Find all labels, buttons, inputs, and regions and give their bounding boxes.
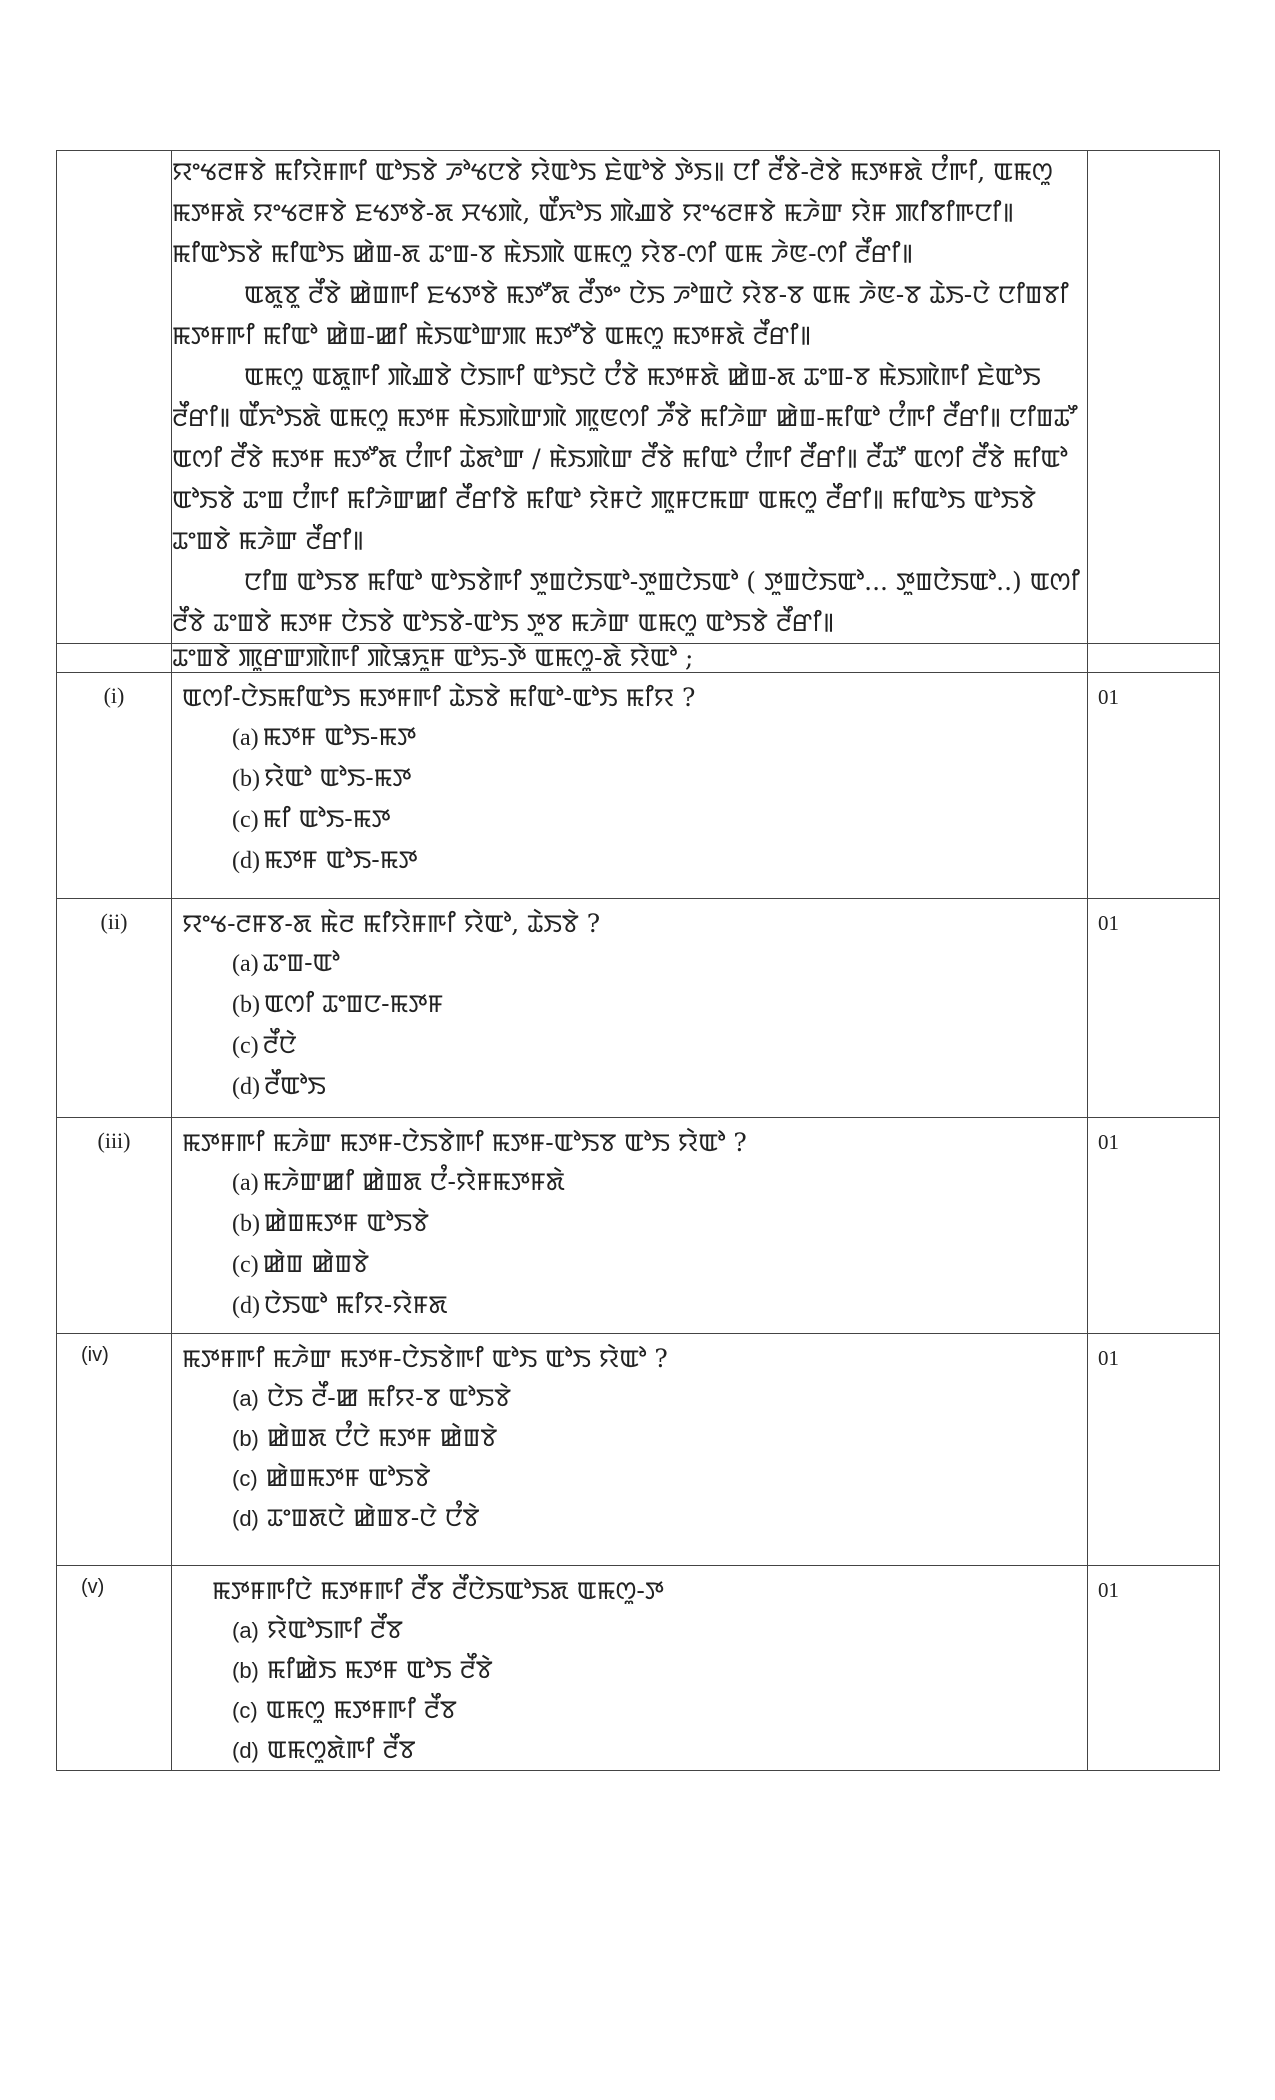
option-label: (a) [232,725,259,751]
option-list [182,943,1077,1107]
option-text: ꯃꯤꯀꯥꯏ ꯃꯇꯝ ꯑꯣꯏ ꯂꯩꯕꯥ [266,1655,493,1684]
option-item [232,1458,1077,1498]
question-row [57,899,1220,1118]
option-item [232,1203,1077,1244]
option-text: ꯑꯃꯁꯨ ꯃꯇꯝꯒꯤ ꯂꯩꯕ [265,1695,457,1724]
option-text: ꯊꯦꯡ-ꯑꯣ [262,948,340,977]
option-item [232,1066,1077,1107]
question-body [172,1118,1088,1334]
option-text: ꯀꯥꯡꯃꯇꯝ ꯑꯣꯏꯕꯥ [263,1208,429,1237]
marks-value: 01 [1088,1566,1220,1771]
option-item [232,1162,1077,1203]
option-label: (d) [232,1074,260,1100]
question-row [57,1334,1220,1566]
option-item [232,1285,1077,1326]
option-item [232,1244,1077,1285]
option-item [232,717,1077,758]
option-text: ꯅꯥꯏ ꯂꯩ-ꯀ ꯃꯤꯌ-ꯕ ꯑꯣꯏꯕꯥ [266,1383,511,1412]
question-body [172,1334,1088,1566]
option-item [232,1025,1077,1066]
option-item [232,1498,1077,1538]
option-item [232,943,1077,984]
option-label: (c) [232,1466,258,1491]
marks-value: 01 [1088,1118,1220,1334]
question-number: (iv) [57,1334,172,1566]
option-list [182,1162,1077,1326]
option-label: (c) [232,1252,259,1278]
question-text: ꯃꯇꯝꯒꯤ ꯃꯍꯥꯛ ꯃꯇꯝ-ꯅꯥꯏꯕꯥꯒꯤ ꯃꯇꯝ-ꯑꯣꯏꯕ ꯑꯣꯏ ꯌꯥꯑꯣ ? [182,1128,747,1157]
option-label: (b) [232,992,260,1018]
question-body [172,673,1088,899]
option-label: (d) [232,1738,259,1763]
answer-instruction: ꯊꯦꯡꯕꯥ ꯄꯨꯔꯛꯄꯥꯒꯤ ꯄꯥꯎꯈꯨꯝ ꯑꯣꯢ-ꯇꯥ ꯑꯃꯁꯨ-ꯗꯥ ꯌꯥꯑꯣ ; [172,644,1088,673]
option-text: ꯑꯁꯤ ꯊꯦꯡꯅ-ꯃꯇꯝ [263,989,444,1018]
question-text: ꯃꯇꯝꯒꯤꯅꯥ ꯃꯇꯝꯒꯤ ꯂꯩꯕ ꯂꯩꯅꯥꯏꯑꯣꯏꯗ ꯑꯃꯁꯨ-ꯇ [212,1576,664,1605]
question-row [57,1118,1220,1334]
option-label: (d) [232,848,260,874]
option-text: ꯌꯥꯑꯣ ꯑꯣꯏ-ꯃꯇ [263,763,412,792]
option-text: ꯊꯦꯡꯗꯅꯥ ꯀꯥꯡꯕ-ꯅꯥ ꯅꯪꯕꯥ [266,1503,480,1532]
option-text: ꯂꯩꯅꯥ [262,1030,297,1059]
option-label: (b) [232,766,260,792]
question-number: (ii) [57,899,172,1118]
passage-paragraph: ꯌꯦꯠꯂꯝꯕꯥ ꯃꯤꯌꯥꯝꯒꯤ ꯑꯣꯏꯕꯥ ꯍꯣꯠꯅꯕꯥ ꯌꯥꯑꯣꯏ ꯐꯥꯑꯣꯕꯥ ꯇꯥꯏ꯫ ꯅꯤ ꯂꯩꯕꯥ-ꯂꯥꯕꯥ ꯃꯇꯝꯗꯥ ꯅꯪꯒꯤ, ꯑꯃꯁꯨ ꯃꯇꯝꯗꯥ ꯌꯦꯠꯂꯝꯕꯥ ꯐꯠꯇꯕꯥ-ꯗ ꯆꯠꯄꯥ, ꯑꯩꯈꯣꯏ ꯄꯥꯉꯕꯥ ꯌꯦꯠꯂꯝꯕꯥ ꯃꯍꯥꯛ ꯌꯥꯝ ꯄꯤꯕꯤꯒꯅꯤ꯫ ꯃꯤꯑꯣꯏꯕꯥ ꯃꯤꯑꯣꯏ ꯀꯥꯡ-ꯗ ꯊꯦꯡ-ꯕ ꯃꯥꯏꯄꯥ ꯑꯃꯁꯨ ꯌꯥꯕ-ꯁꯤ ꯑꯃ ꯍꯥꯟ-ꯁꯤ ꯂꯩꯔꯤ꯫ [172,157,1053,268]
option-label: (a) [232,1170,259,1196]
option-list [182,1378,1077,1538]
question-row [57,673,1220,899]
passage-paragraph: ꯑꯗꯨꯕꯨ ꯂꯩꯕꯥ ꯀꯥꯡꯒꯤ ꯐꯠꯇꯕꯥ ꯃꯇꯧꯗ ꯂꯩꯇꯦ ꯅꯥꯏ ꯍꯣꯡꯅꯥ ꯌꯥꯕ-ꯕ ꯑꯃ ꯍꯥꯟ-ꯕ ꯊꯥꯏ-ꯅꯥ ꯅꯤꯡꯕꯤ ꯃꯇꯝꯒꯤ ꯃꯤꯑꯣ ꯀꯥꯡ-ꯀꯤ ꯃꯥꯏꯑꯣꯛꯄ ꯃꯇꯧꯕꯥ ꯑꯃꯁꯨ ꯃꯇꯝꯗꯥ ꯂꯩꯔꯤ꯫ [172,280,1069,350]
empty-number-cell [57,644,172,673]
option-label: (a) [232,1386,259,1411]
option-label: (c) [232,1698,258,1723]
option-item [232,984,1077,1025]
option-text: ꯑꯃꯁꯨꯗꯥꯒꯤ ꯂꯩꯕ [266,1735,416,1764]
marks-value: 01 [1088,1334,1220,1566]
option-label: (a) [232,951,259,977]
marks-value: 01 [1088,899,1220,1118]
option-text: ꯀꯥꯡꯃꯇꯝ ꯑꯣꯏꯕꯥ [265,1463,431,1492]
question-text: ꯌꯦꯠ-ꯂꯝꯕ-ꯗ ꯃꯥꯂ ꯃꯤꯌꯥꯝꯒꯤ ꯌꯥꯑꯣ, ꯊꯥꯏꯕꯥ ? [182,909,601,938]
question-number: (iii) [57,1118,172,1334]
passage-row [57,151,1220,644]
option-item [232,1378,1077,1418]
directive-row [57,644,1220,673]
option-item [232,1690,1077,1730]
marks-value: 01 [1088,673,1220,899]
option-text: ꯀꯥꯡꯗ ꯅꯪꯅꯥ ꯃꯇꯝ ꯀꯥꯡꯕꯥ [266,1423,498,1452]
option-item [232,758,1077,799]
passage-paragraph: ꯅꯤꯡ ꯑꯣꯏꯕ ꯃꯤꯑꯣ ꯑꯣꯏꯕꯥꯒꯤ ꯇꯨꯡꯅꯥꯏꯑꯣ-ꯇꯨꯡꯅꯥꯏꯑꯣ ( ꯇꯨꯡꯅꯥꯏꯑꯣ... ꯇꯨꯡꯅꯥꯏꯑꯣ..) ꯑꯁꯤ ꯂꯩꯕꯥ ꯊꯦꯡꯕꯥ ꯃꯇꯝ ꯅꯥꯏꯕꯥ ꯑꯣꯏꯕꯥ-ꯑꯣꯏ ꯇꯨꯕ ꯃꯍꯥꯛ ꯑꯃꯁꯨ ꯑꯣꯏꯕꯥ ꯂꯩꯔꯤ꯫ [172,567,1080,637]
option-item [232,799,1077,840]
option-text: ꯌꯥꯑꯣꯏꯒꯤ ꯂꯩꯕ [266,1615,403,1644]
empty-marks-cell [1088,644,1220,673]
passage-paragraph: ꯑꯃꯁꯨ ꯑꯗꯨꯒꯤ ꯄꯥꯉꯕꯥ ꯅꯥꯏꯒꯤ ꯑꯣꯏꯅꯥ ꯅꯪꯕꯥ ꯃꯇꯝꯗꯥ ꯀꯥꯡ-ꯗ ꯊꯦꯡ-ꯕ ꯃꯥꯏꯄꯥꯒꯤ ꯐꯥꯑꯣꯏ ꯂꯩꯔꯤ꯫ ꯑꯩꯈꯣꯏꯗꯥ ꯑꯃꯁꯨ ꯃꯇꯝ ꯃꯥꯏꯄꯥꯛꯄꯥ ꯄꯨꯟꯁꯤ ꯍꯩꯕꯥ ꯃꯤꯍꯥꯛ ꯀꯥꯡ-ꯃꯤꯑꯣ ꯅꯪꯒꯤ ꯂꯩꯔꯤ꯫ ꯅꯤꯡꯊꯧ ꯑꯁꯤ ꯂꯩꯕꯥ ꯃꯇꯝ ꯃꯇꯧꯗ ꯅꯪꯒꯤ ꯊꯥꯗꯣꯛ / ꯃꯥꯏꯄꯥꯛ ꯂꯩꯕꯥ ꯃꯤꯑꯣ ꯅꯪꯒꯤ ꯂꯩꯔꯤ꯫ ꯂꯩꯊꯧ ꯑꯁꯤ ꯂꯩꯕꯥ ꯃꯤꯑꯣ ꯑꯣꯏꯕꯥ ꯊꯦꯡ ꯅꯪꯒꯤ ꯃꯤꯍꯥꯛꯀꯤ ꯂꯩꯔꯤꯕꯥ ꯃꯤꯑꯣ ꯌꯥꯝꯅꯥ ꯄꯨꯝꯅꯃꯛ ꯑꯃꯁꯨ ꯂꯩꯔꯤ꯫ ꯃꯤꯑꯣꯏ ꯑꯣꯏꯕꯥ ꯊꯦꯡꯕꯥ ꯃꯍꯥꯛ ꯂꯩꯔꯤ꯫ [172,362,1078,555]
option-text: ꯃꯇꯝ ꯑꯣꯏ-ꯃꯇ [263,845,418,874]
option-item [232,1610,1077,1650]
option-list [182,1610,1077,1770]
option-label: (a) [232,1618,259,1643]
option-item [232,1650,1077,1690]
option-label: (c) [232,807,259,833]
option-label: (b) [232,1658,259,1683]
option-item [232,1418,1077,1458]
option-label: (d) [232,1506,259,1531]
question-body [172,1566,1088,1771]
option-text: ꯃꯤ ꯑꯣꯏ-ꯃꯇ [262,804,391,833]
question-number: (i) [57,673,172,899]
option-text: ꯀꯥꯡ ꯀꯥꯡꯕꯥ [262,1249,369,1278]
question-text: ꯃꯇꯝꯒꯤ ꯃꯍꯥꯛ ꯃꯇꯝ-ꯅꯥꯏꯕꯥꯒꯤ ꯑꯣꯏ ꯑꯣꯏ ꯌꯥꯑꯣ ? [182,1344,668,1373]
option-text: ꯃꯍꯥꯛꯀꯤ ꯀꯥꯡꯗ ꯅꯪ-ꯌꯥꯝꯃꯇꯝꯗꯥ [262,1167,565,1196]
option-text: ꯂꯩꯑꯣꯏ [263,1071,326,1100]
option-label: (d) [232,1293,260,1319]
option-text: ꯃꯇꯝ ꯑꯣꯏ-ꯃꯇ [262,722,417,751]
empty-marks-cell [1088,151,1220,644]
question-row [57,1566,1220,1771]
option-text: ꯅꯥꯏꯑꯣ ꯃꯤꯌ-ꯌꯥꯝꯗ [263,1290,448,1319]
question-body [172,899,1088,1118]
question-number: (v) [57,1566,172,1771]
question-text: ꯑꯁꯤ-ꯅꯥꯏꯃꯤꯑꯣꯏ ꯃꯇꯝꯒꯤ ꯊꯥꯏꯕꯥ ꯃꯤꯑꯣ-ꯑꯣꯏ ꯃꯤꯌ ? [182,683,696,712]
option-label: (b) [232,1211,260,1237]
option-label: (b) [232,1426,259,1451]
option-label: (c) [232,1033,259,1059]
option-item [232,1730,1077,1770]
question-table [56,150,1220,1771]
option-list [182,717,1077,881]
option-item [232,840,1077,881]
empty-number-cell [57,151,172,644]
reading-passage [172,151,1088,644]
